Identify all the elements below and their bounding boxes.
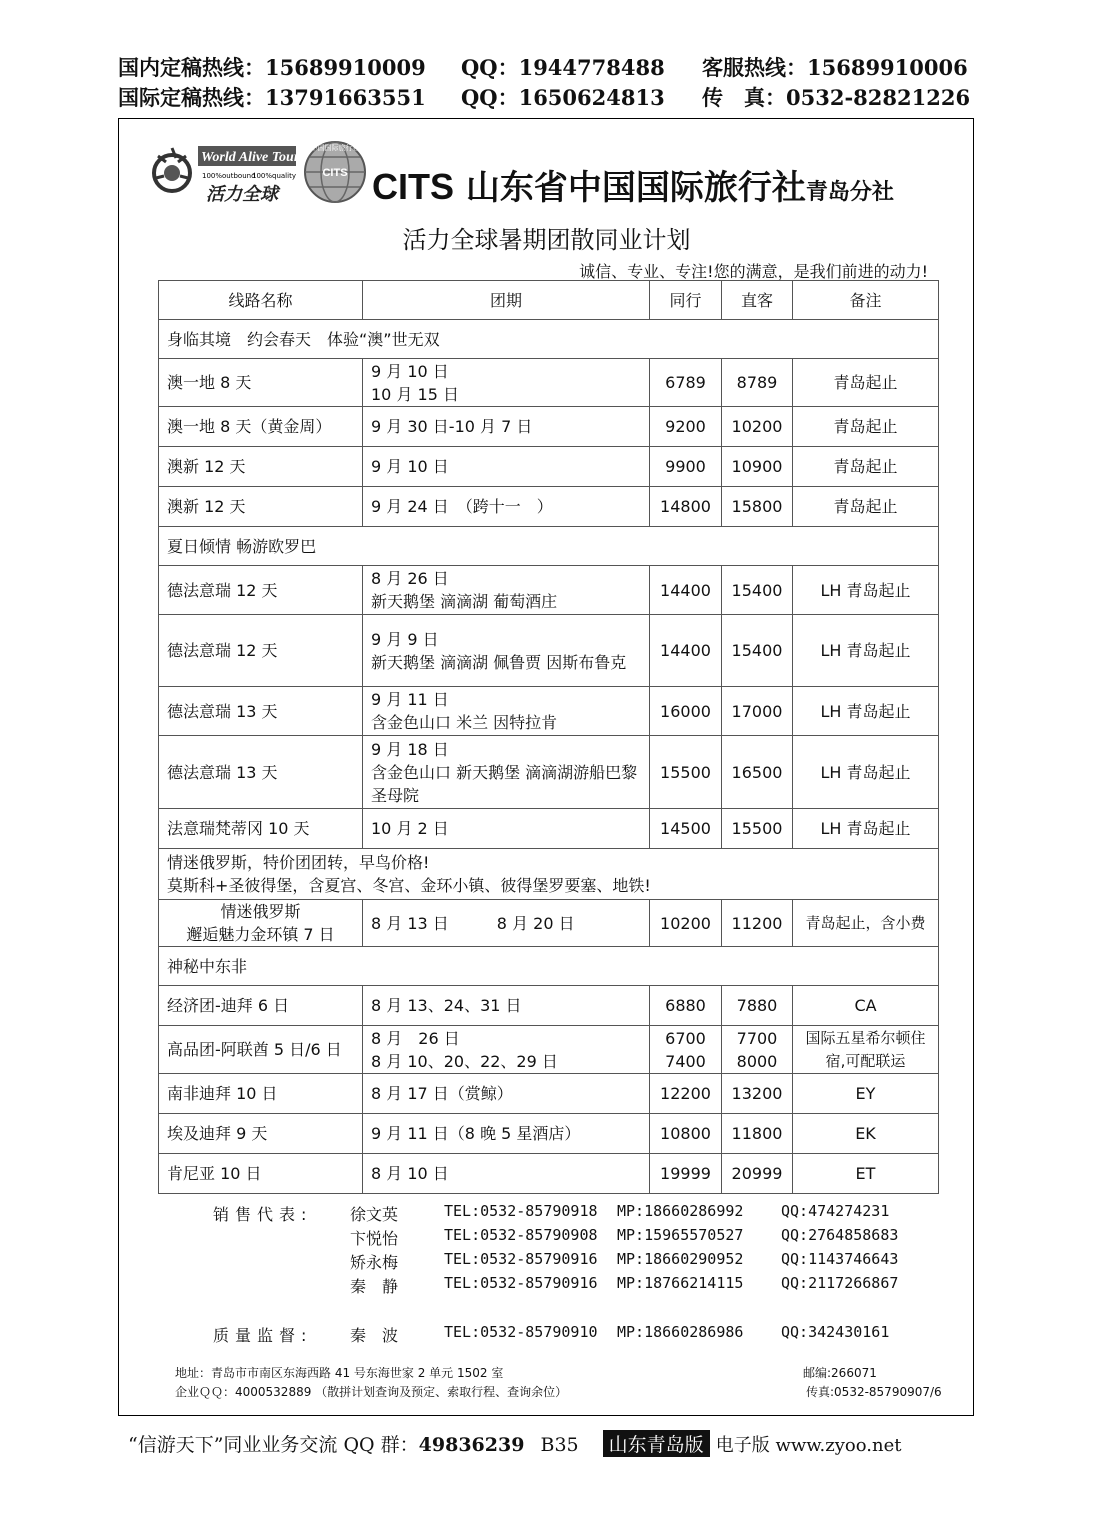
sales-label: 销售代表:	[213, 1205, 313, 1224]
peer-price: 10200	[650, 900, 722, 947]
qa-label: 质量监督:	[213, 1326, 313, 1345]
tour-dates: 8 月 13 日 8 月 20 日	[363, 900, 650, 947]
company-address: 地址：青岛市市南区东海西路 41 号东海世家 2 单元 1502 室	[175, 1366, 504, 1380]
direct-price: 13200	[722, 1074, 793, 1114]
table-row	[159, 687, 939, 736]
section-row	[159, 320, 939, 359]
domestic-hotline: 国内定稿热线：15689910009	[118, 55, 426, 80]
qq-group: 49836239	[418, 1434, 525, 1456]
section-row	[159, 527, 939, 566]
direct-price: 10900	[722, 447, 793, 487]
tour-dates: 8 月 26 日 8 月 10、20、22、29 日	[363, 1026, 650, 1074]
edition-badge: 山东青岛版	[603, 1430, 710, 1457]
note: LH 青岛起止	[793, 736, 939, 809]
note: EK	[793, 1114, 939, 1154]
service-hotline: 客服热线：15689910006	[702, 55, 968, 80]
table-row	[159, 615, 939, 687]
tour-dates: 9 月 11 日（8 晚 5 星酒店）	[363, 1114, 650, 1154]
table-row	[159, 1074, 939, 1114]
company-title	[372, 160, 894, 209]
intl-qq: QQ：1650624813	[461, 85, 665, 110]
note: CA	[793, 986, 939, 1026]
svg-text:中国国际旅行社: 中国国际旅行社	[310, 144, 360, 152]
note: 国际五星希尔顿住 宿,可配联运	[793, 1026, 939, 1074]
peer-price: 6789	[650, 359, 722, 407]
tour-dates: 8 月 13、24、31 日	[363, 986, 650, 1026]
route-name: 高品团-阿联酋 5 日/6 日	[159, 1026, 363, 1074]
company-qq: 企业ＱＱ：4000532889 （散拼计划查询及预定、索取行程、查询余位）	[175, 1385, 568, 1399]
note: 青岛起止	[793, 447, 939, 487]
page-footer	[128, 1430, 901, 1457]
tour-dates: 9 月 10 日	[363, 447, 650, 487]
tour-dates: 8 月 10 日	[363, 1154, 650, 1194]
peer-price: 16000	[650, 687, 722, 736]
table-row	[159, 359, 939, 407]
cits-globe-logo	[302, 135, 368, 209]
note: LH 青岛起止	[793, 566, 939, 615]
direct-price: 16500	[722, 736, 793, 809]
table-row	[159, 809, 939, 849]
peer-price: 9900	[650, 447, 722, 487]
table-row	[159, 566, 939, 615]
peer-price: 19999	[650, 1154, 722, 1194]
peer-price: 14400	[650, 615, 722, 687]
peer-price: 14400	[650, 566, 722, 615]
route-name: 肯尼亚 10 日	[159, 1154, 363, 1194]
direct-price: 15500	[722, 809, 793, 849]
svg-text:活力全球: 活力全球	[206, 184, 278, 205]
col-note: 备注	[793, 281, 939, 320]
intl-hotline: 国际定稿热线：13791663551	[118, 85, 426, 110]
direct-price: 7880	[722, 986, 793, 1026]
tour-dates: 10 月 2 日	[363, 809, 650, 849]
tour-dates: 9 月 11 日 含金色山口 米兰 因特拉肯	[363, 687, 650, 736]
peer-price: 14500	[650, 809, 722, 849]
route-name: 埃及迪拜 9 天	[159, 1114, 363, 1154]
table-row	[159, 1026, 939, 1074]
route-name: 南非迪拜 10 日	[159, 1074, 363, 1114]
col-dates: 团期	[363, 281, 650, 320]
note: LH 青岛起止	[793, 615, 939, 687]
direct-price: 8789	[722, 359, 793, 407]
route-name: 澳新 12 天	[159, 447, 363, 487]
document-subtitle: 活力全球暑期团散同业计划	[402, 226, 691, 254]
route-name: 情迷俄罗斯 邂逅魅力金环镇 7 日	[159, 900, 363, 947]
direct-price: 15400	[722, 615, 793, 687]
routes-table	[158, 280, 939, 1194]
company-fax: 传真:0532-85790907/6	[806, 1385, 942, 1399]
brand-text: World Alive Tour	[201, 150, 300, 165]
route-name: 经济团-迪拜 6 日	[159, 986, 363, 1026]
direct-price: 11800	[722, 1114, 793, 1154]
tour-dates: 9 月 30 日-10 月 7 日	[363, 407, 650, 447]
direct-price: 17000	[722, 687, 793, 736]
svg-text:100%outbound: 100%outbound	[202, 172, 256, 180]
table-header-row	[159, 281, 939, 320]
col-direct-price: 直客	[722, 281, 793, 320]
company-name: 山东省中国国际旅行社	[465, 168, 806, 208]
sun-swirl-icon	[154, 148, 190, 191]
svg-text:100%quality: 100%quality	[252, 172, 296, 180]
tour-dates: 8 月 26 日 新天鹅堡 滴滴湖 葡萄酒庄	[363, 566, 650, 615]
route-name: 澳一地 8 天	[159, 359, 363, 407]
section-title: 夏日倾情 畅游欧罗巴	[159, 527, 939, 566]
postcode: 邮编:266071	[803, 1366, 877, 1380]
tour-dates: 9 月 24 日 （跨十一 ）	[363, 487, 650, 527]
table-row	[159, 447, 939, 487]
world-alive-tour-logo	[150, 138, 300, 208]
table-row	[159, 736, 939, 809]
route-name: 德法意瑞 13 天	[159, 736, 363, 809]
note: EY	[793, 1074, 939, 1114]
table-row	[159, 1114, 939, 1154]
direct-price: 15400	[722, 566, 793, 615]
table-row	[159, 1154, 939, 1194]
note: 青岛起止	[793, 359, 939, 407]
domestic-qq: QQ：1944778488	[461, 55, 665, 80]
route-name: 德法意瑞 13 天	[159, 687, 363, 736]
fax-number: 传 真：0532-82821226	[702, 85, 971, 110]
col-peer-price: 同行	[650, 281, 722, 320]
direct-price: 10200	[722, 407, 793, 447]
peer-price: 9200	[650, 407, 722, 447]
route-name: 德法意瑞 12 天	[159, 615, 363, 687]
direct-price: 15800	[722, 487, 793, 527]
tour-dates: 8 月 17 日（赏鲸）	[363, 1074, 650, 1114]
direct-price: 20999	[722, 1154, 793, 1194]
svg-text:CITS: CITS	[322, 167, 348, 179]
col-route: 线路名称	[159, 281, 363, 320]
table-row	[159, 487, 939, 527]
section-row	[159, 947, 939, 986]
page-number: B35	[540, 1434, 579, 1456]
tour-dates: 9 月 18 日 含金色山口 新天鹅堡 滴滴湖游船巴黎圣母院	[363, 736, 650, 809]
section-title: 神秘中东非	[159, 947, 939, 986]
branch-name: 青岛分社	[805, 180, 894, 205]
note: LH 青岛起止	[793, 687, 939, 736]
route-name: 澳新 12 天	[159, 487, 363, 527]
note: ET	[793, 1154, 939, 1194]
table-row	[159, 407, 939, 447]
slogan: 诚信、专业、专注!您的满意，是我们前进的动力!	[579, 262, 928, 281]
section-row	[159, 849, 939, 900]
peer-price: 12200	[650, 1074, 722, 1114]
peer-price: 15500	[650, 736, 722, 809]
website[interactable]: 电子版 www.zyoo.net	[715, 1435, 902, 1456]
footer-text: “信游天下”同业业务交流 QQ 群：	[128, 1434, 419, 1456]
note: 青岛起止	[793, 407, 939, 447]
table-row	[159, 900, 939, 947]
section-title: 情迷俄罗斯，特价团团转，早鸟价格! 莫斯科+圣彼得堡，含夏宫、冬宫、金环小镇、彼得堡罗要塞、地铁!	[159, 849, 939, 900]
table-row	[159, 986, 939, 1026]
direct-price: 11200	[722, 900, 793, 947]
note: LH 青岛起止	[793, 809, 939, 849]
tour-dates: 9 月 10 日 10 月 15 日	[363, 359, 650, 407]
route-name: 德法意瑞 12 天	[159, 566, 363, 615]
tour-dates: 9 月 9 日 新天鹅堡 滴滴湖 佩鲁贾 因斯布鲁克	[363, 615, 650, 687]
peer-price: 10800	[650, 1114, 722, 1154]
route-name: 澳一地 8 天（黄金周）	[159, 407, 363, 447]
peer-price: 6880	[650, 986, 722, 1026]
peer-price: 6700 7400	[650, 1026, 722, 1074]
note: 青岛起止，含小费	[793, 900, 939, 947]
note: 青岛起止	[793, 487, 939, 527]
route-name: 法意瑞梵蒂冈 10 天	[159, 809, 363, 849]
section-title: 身临其境 约会春天 体验“澳”世无双	[159, 320, 939, 359]
cits-wordmark: CITS	[372, 166, 455, 207]
direct-price: 7700 8000	[722, 1026, 793, 1074]
peer-price: 14800	[650, 487, 722, 527]
